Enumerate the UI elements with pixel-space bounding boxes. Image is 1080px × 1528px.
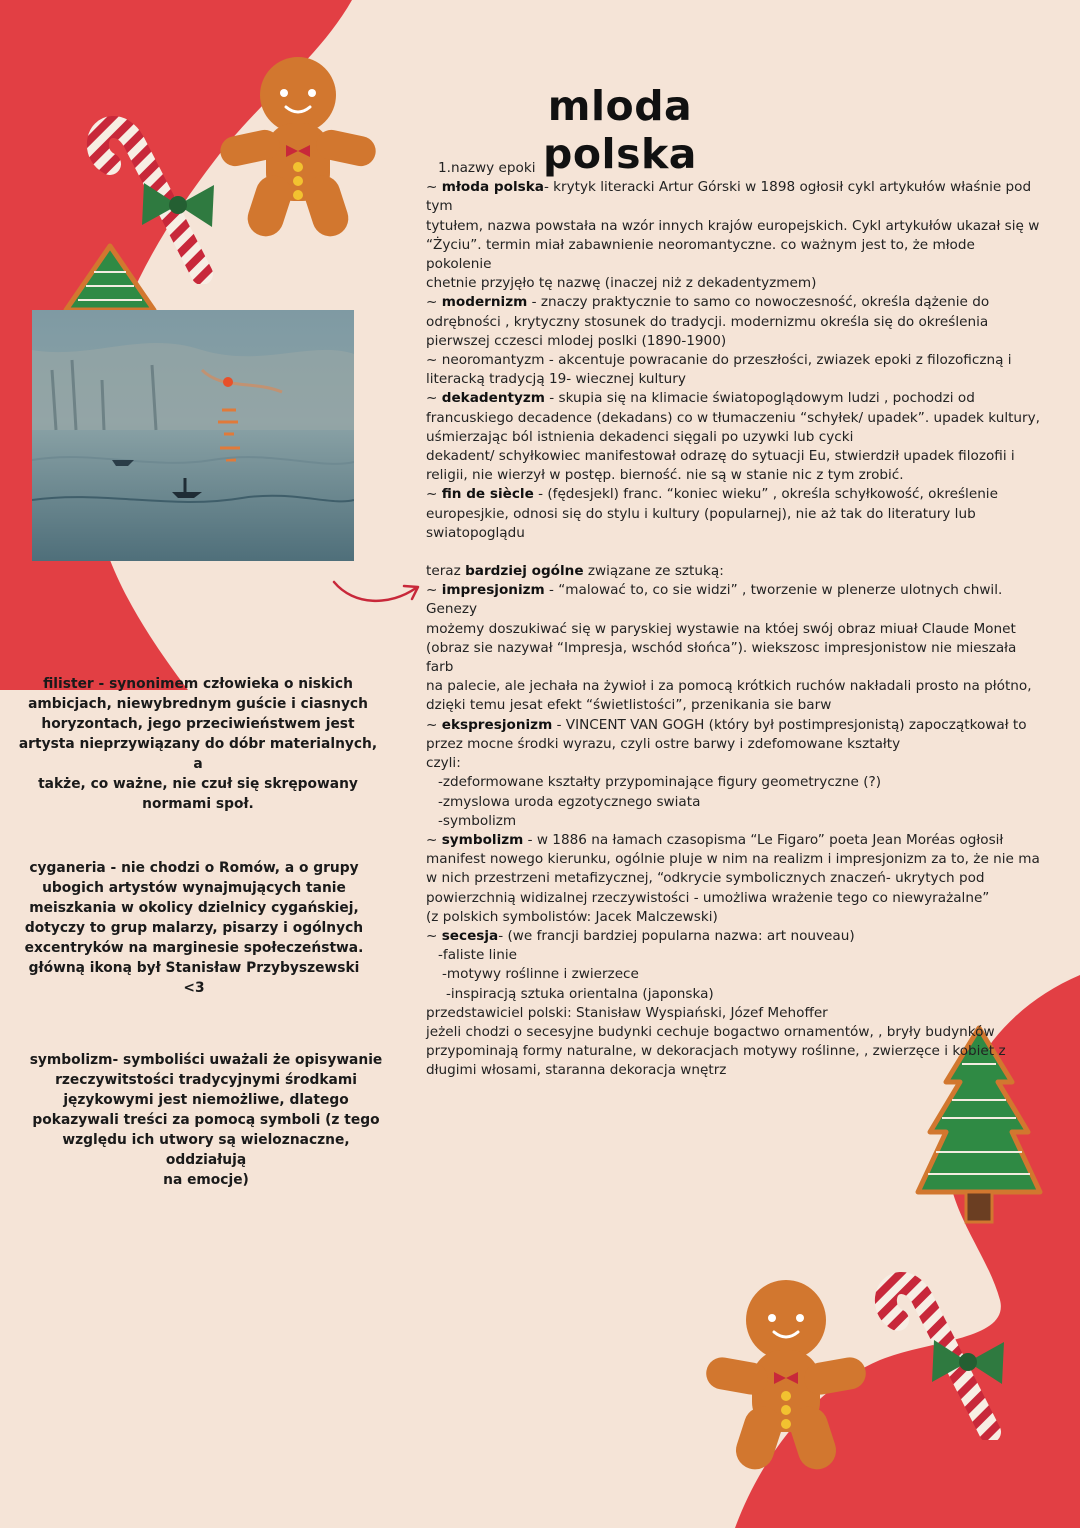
text-line: w nich przestrzeni metafizycznej, “odkrycie symbolicznych znaczeń- ukrytych pod	[426, 870, 985, 887]
bow-icon	[928, 1332, 1008, 1392]
entry-neoromantyzm: ~ neoromantyzm - akcentuje powracanie do przeszłości, zwiazek epoki z filozoficzną i	[426, 352, 1012, 369]
note-cyganeria	[24, 858, 364, 998]
main-notes	[426, 159, 1044, 1081]
note-line: excentryków na marginesie społeczeństwa.	[24, 940, 364, 956]
text-line: tytułem, nazwa powstała na wzór innych krajów europejskich. Cykl artykułów ukazał się w	[426, 217, 1040, 234]
entry-ekspresjonizm: ~ ekspresjonizm - VINCENT VAN GOGH (który był postimpresjonistą) zapoczątkował to	[426, 716, 1027, 733]
note-filister	[18, 674, 378, 814]
text-line: pierwszej cczesci mlodej poslki (1890-1900)	[426, 332, 727, 349]
text-line: manifest nowego kierunku, ogólnie pluje w nim na realizm i impresjonizm za to, że nie ma	[426, 851, 1040, 868]
entry-secesja: ~ secesja- (we francji bardziej popularna nazwa: art nouveau)	[426, 927, 855, 944]
note-line: horyzontach, jego przeciwieństwem jest	[41, 716, 355, 732]
list-item: -motywy roślinne i zwierzece	[442, 966, 639, 983]
text-line: swiatopoglądu	[426, 524, 525, 541]
text-line: przedstawiciel polski: Stanisław Wyspiański, Józef Mehoffer	[426, 1004, 828, 1021]
list-item: -inspiracją sztuka orientalna (japonska)	[446, 985, 714, 1002]
text-line: dekadent/ schyłkowiec manifestował odrazę do sytuacji Eu, stwierdził upadek filozofii i	[426, 448, 1015, 465]
note-line: pokazywali treści za pomocą symboli (z tego	[32, 1112, 380, 1128]
text-line: (obraz sie nazywał “Impresja, wschód słońca”). wiekszosc impresjonistow nie mieszała farb	[426, 639, 1017, 676]
text-line: przypominają formy naturalne, w dekoracjach motywy roślinne, , zwierzęce i kobiet z	[426, 1043, 1006, 1060]
text-line: jeżeli chodzi o secesyjne budynki cechuje bogactwo ornamentów, , bryły budynków	[426, 1023, 995, 1040]
note-line: symbolizm- symboliści uważali że opisywanie	[29, 1052, 383, 1068]
note-line: główną ikoną był Stanisław Przybyszewski <3	[28, 960, 360, 996]
text-line: religii, nie wierzył w postęp. bierność. nie są w stanie nic z tym zrobić.	[426, 467, 904, 484]
painting-image	[32, 310, 354, 561]
note-line: filister - synonimem człowieka o niskich	[43, 676, 353, 692]
text-line: uśmierzając ból istnienia dekadenci sięgali po uzywki lub cycki	[426, 428, 854, 445]
note-line: rzeczywitstości tradycyjnymi środkami	[55, 1072, 357, 1088]
list-item: -zmyslowa uroda egzotycznego swiata	[438, 793, 701, 810]
text-line: europesjkie, odnosi się do stylu i kultury (popularnej), nie aż tak do literatury lub	[426, 505, 976, 522]
text-line: możemy doszukiwać się w paryskiej wystawie na któej swój obraz miuał Claude Monet	[426, 620, 1016, 637]
text-line: dzięki temu jesat efekt “świetlistości”, przenikania sie barw	[426, 697, 832, 714]
text-line: czyli:	[426, 755, 461, 772]
text-line: “Życiu”. termin miał zabawnienie neoromantyczne. co ważnym jest to, że młode pokolenie	[426, 236, 975, 273]
note-line: ambicjach, niewybrednym guście i ciasnych	[28, 696, 368, 712]
text-line: francuskiego decadence (dekadans) co w tłumaczeniu “schyłek/ upadek”. upadek kultury,	[426, 409, 1040, 426]
text-line: na palecie, ale jechała na żywioł i za pomocą krótkich ruchów nakładali prosto na płótno,	[426, 678, 1032, 695]
note-line: także, co ważne, nie czuł się skrępowany	[38, 776, 358, 792]
entry-impresjonizm: ~ impresjonizm - “malować to, co sie widzi” , tworzenie w plenerze ulotnych chwil. Genezy	[426, 582, 1003, 618]
note-line: względu ich utwory są wieloznaczne, oddziałują	[62, 1132, 350, 1168]
text-line: przez mocne środki wyrazu, czyli ostre barwy i zdefomowane kształty	[426, 735, 901, 752]
note-line: meiszkania w okolicy dzielnicy cygańskiej,	[29, 900, 359, 916]
text-line: odrębności , krytyczny stosunek do tradycji. modernizmu określa się do określenia	[426, 313, 989, 330]
gingerbread-man-icon	[218, 55, 378, 245]
entry-dekadentyzm: ~ dekadentyzm - skupia się na klimacie światopoglądowym ludzi , pochodzi od	[426, 390, 975, 407]
note-symbolizm	[28, 1050, 384, 1190]
text-line: powierzchnią widizalnej rzeczywistości - umożliwa wrażenie tego co niewyrażalne”	[426, 889, 990, 906]
note-line: artysta nieprzywiązany do dóbr materialnych, a	[18, 736, 378, 772]
note-line: językowymi jest niemożliwe, dlatego	[63, 1092, 349, 1108]
entry-mloda-polska: ~ młoda polska- krytyk literacki Artur Górski w 1898 ogłosił cykl artykułów właśnie pod tym	[426, 179, 1032, 215]
arrow-icon	[330, 570, 426, 610]
text-line: (z polskich symbolistów: Jacek Malczewski)	[426, 908, 718, 925]
page-title: mloda polska	[543, 82, 697, 178]
entry-modernizm: ~ modernizm - znaczy praktycznie to samo co nowoczesność, określa dążenie do	[426, 294, 990, 311]
gingerbread-man-icon	[706, 1278, 866, 1478]
entry-symbolizm: ~ symbolizm - w 1886 na łamach czasopisma “Le Figaro” poeta Jean Moréas ogłosił	[426, 831, 1004, 848]
text-line: długimi włosami, staranna dekoracja wnętrz	[426, 1062, 727, 1079]
text-line: chetnie przyjęło tę nazwę (inaczej niż z dekadentyzmem)	[426, 275, 817, 292]
note-line: dotyczy to grup malarzy, pisarzy i ogólnych	[24, 920, 364, 936]
entry-fin-de-siecle: ~ fin de siècle - (fędesjekl) franc. “koniec wieku” , określa schyłkowość, określenie	[426, 486, 998, 503]
bow-icon	[138, 175, 218, 235]
note-line: na emocje)	[163, 1172, 249, 1188]
note-line: cyganeria - nie chodzi o Romów, a o grupy	[29, 860, 359, 876]
list-item: -symbolizm	[438, 812, 517, 829]
art-intro: teraz bardziej ogólne związane ze sztuką:	[426, 563, 724, 580]
note-line: normami społ.	[142, 796, 254, 812]
list-item: -faliste linie	[438, 947, 517, 964]
section-heading: 1.nazwy epoki	[438, 160, 536, 176]
christmas-tree-icon	[60, 242, 160, 314]
note-line: ubogich artystów wynajmujących tanie	[42, 880, 346, 896]
list-item: -zdeformowane kształty przypominające figury geometryczne (?)	[438, 774, 882, 791]
text-line: literacką tradycją 19- wiecznej kultury	[426, 371, 686, 388]
